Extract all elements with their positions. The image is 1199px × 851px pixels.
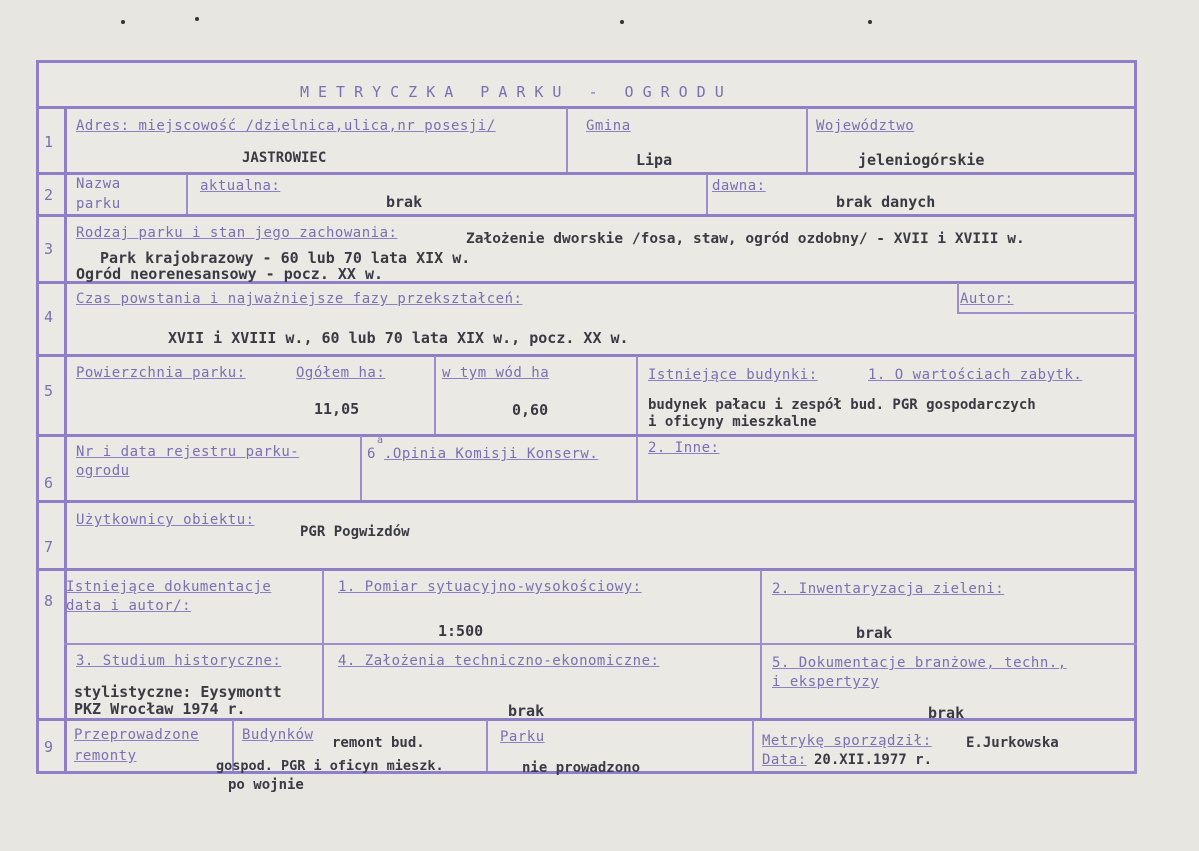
cell-divider	[752, 720, 754, 771]
cell-divider	[486, 720, 488, 771]
studium-value-2: PKZ Wrocław 1974 r.	[74, 700, 246, 718]
row-divider	[36, 718, 1137, 721]
remonty-label-2: remonty	[74, 748, 137, 764]
zalozenia-value: brak	[508, 702, 545, 720]
rejestr-label-2: ogrodu	[76, 463, 130, 479]
budynkow-value-2: gospod. PGR i oficyn mieszk.	[216, 758, 444, 774]
pomiar-value: 1:500	[438, 622, 484, 640]
dokumentacje-label: Istniejące dokumentacje	[66, 579, 272, 595]
row-divider	[36, 214, 1137, 217]
cell-divider	[706, 174, 708, 214]
aktualna-value: brak	[386, 193, 423, 211]
row-number: 9	[44, 738, 54, 756]
rodzaj-label: Rodzaj parku i stan jego zachowania:	[76, 225, 398, 241]
row-number: 1	[44, 133, 54, 151]
sporzadzil-label: Metrykę sporządził:	[762, 733, 932, 749]
branzowe-value: brak	[928, 704, 965, 722]
data-label: Data:	[762, 752, 807, 768]
row-divider	[36, 172, 1137, 175]
budynkow-value-1: remont bud.	[332, 735, 425, 751]
row-number: 6	[44, 474, 54, 492]
cell-divider	[186, 174, 188, 214]
parku-label: Parku	[500, 729, 545, 745]
aktualna-label: aktualna:	[200, 178, 281, 194]
data-value: 20.XII.1977 r.	[814, 752, 933, 768]
ogolem-label: Ogółem ha:	[296, 365, 386, 381]
pomiar-label: 1. Pomiar sytuacyjno-wysokościowy:	[338, 579, 642, 595]
budynki-label: Istniejące budynki:	[648, 367, 818, 383]
row-divider	[36, 434, 1137, 437]
parku-value: nie prowadzono	[522, 760, 641, 776]
row-number: 8	[44, 592, 54, 610]
address-value: JASTROWIEC	[242, 150, 327, 166]
wojewodztwo-value: jeleniogórskie	[858, 151, 985, 169]
wod-value: 0,60	[512, 401, 549, 419]
cell-divider	[636, 436, 638, 500]
margin-dot	[195, 17, 199, 21]
dawna-value: brak danych	[836, 193, 936, 211]
cell-divider	[957, 283, 959, 313]
zalozenia-label: 4. Założenia techniczno-ekonomiczne:	[338, 653, 660, 669]
opinia-superscript: a	[377, 435, 384, 446]
budynki-sub-label: 1. O wartościach zabytk.	[868, 367, 1083, 383]
cell-divider	[360, 436, 362, 500]
rodzaj-value-1: Założenie dworskie /fosa, staw, ogród ozdobny/ - XVII i XVIII w.	[466, 231, 1025, 247]
gmina-label: Gmina	[586, 118, 631, 134]
powierzchnia-label: Powierzchnia parku:	[76, 365, 246, 381]
inwentaryzacja-value: brak	[856, 624, 893, 642]
gmina-value: Lipa	[636, 151, 673, 169]
cell-divider	[322, 570, 324, 718]
address-label: Adres: miejscowość /dzielnica,ulica,nr posesji/	[76, 118, 496, 134]
row-number: 2	[44, 186, 54, 204]
studium-label: 3. Studium historyczne:	[76, 653, 282, 669]
wojewodztwo-label: Województwo	[816, 118, 915, 134]
budynkow-label: Budynków	[242, 727, 314, 743]
row-number: 7	[44, 538, 54, 556]
margin-dot	[121, 20, 125, 24]
opinia-label: .Opinia Komisji Konserw.	[384, 446, 599, 462]
nazwa-label-2: parku	[76, 196, 121, 212]
rodzaj-value-3: Ogród neorenesansowy - pocz. XX w.	[76, 265, 384, 283]
czas-value: XVII i XVIII w., 60 lub 70 lata XIX w., pocz. XX w.	[168, 329, 629, 347]
page-title: METRYCZKA PARKU - OGRODU	[300, 83, 733, 101]
row-divider	[36, 500, 1137, 503]
row-divider	[36, 568, 1137, 571]
budynki-value-2: i oficyny mieszkalne	[648, 414, 817, 430]
ogolem-value: 11,05	[314, 400, 360, 418]
cell-divider	[760, 570, 762, 718]
czas-label: Czas powstania i najważniejsze fazy przekształceń:	[76, 291, 523, 307]
cell-divider	[434, 356, 436, 434]
branzowe-label-2: i ekspertyzy	[772, 674, 880, 690]
rejestr-label: Nr i data rejestru parku-	[76, 444, 300, 460]
autor-label: Autor:	[960, 291, 1014, 307]
row-divider	[36, 106, 1137, 109]
cell-divider	[957, 312, 1137, 314]
cell-divider	[566, 108, 568, 172]
uzytkownicy-label: Użytkownicy obiektu:	[76, 512, 255, 528]
margin-dot	[868, 20, 872, 24]
dawna-label: dawna:	[712, 178, 766, 194]
inne-label: 2. Inne:	[648, 440, 720, 456]
cell-divider	[806, 108, 808, 172]
budynkow-value-3: po wojnie	[228, 777, 304, 793]
branzowe-label: 5. Dokumentacje branżowe, techn.,	[772, 655, 1067, 671]
margin-dot	[620, 20, 624, 24]
budynki-value-1: budynek pałacu i zespół bud. PGR gospodarczych	[648, 397, 1036, 413]
inwentaryzacja-label: 2. Inwentaryzacja zieleni:	[772, 581, 1005, 597]
wod-label: w tym wód ha	[442, 365, 550, 381]
rodzaj-value-2: Park krajobrazowy - 60 lub 70 lata XIX w.	[100, 249, 471, 267]
nazwa-label: Nazwa	[76, 176, 121, 192]
sporzadzil-value: E.Jurkowska	[966, 735, 1059, 751]
row-divider	[36, 354, 1137, 357]
dokumentacje-label-2: data i autor/:	[66, 598, 192, 614]
cell-divider	[636, 356, 638, 434]
opinia-number: 6	[367, 446, 376, 462]
studium-value-1: stylistyczne: Eysymontt	[74, 683, 282, 701]
number-column-divider	[64, 108, 67, 771]
row-number: 5	[44, 382, 54, 400]
uzytkownicy-value: PGR Pogwizdów	[300, 524, 410, 540]
row-number: 4	[44, 308, 54, 326]
row-number: 3	[44, 240, 54, 258]
row8-inner-divider	[64, 643, 1137, 645]
remonty-label: Przeprowadzone	[74, 727, 200, 743]
